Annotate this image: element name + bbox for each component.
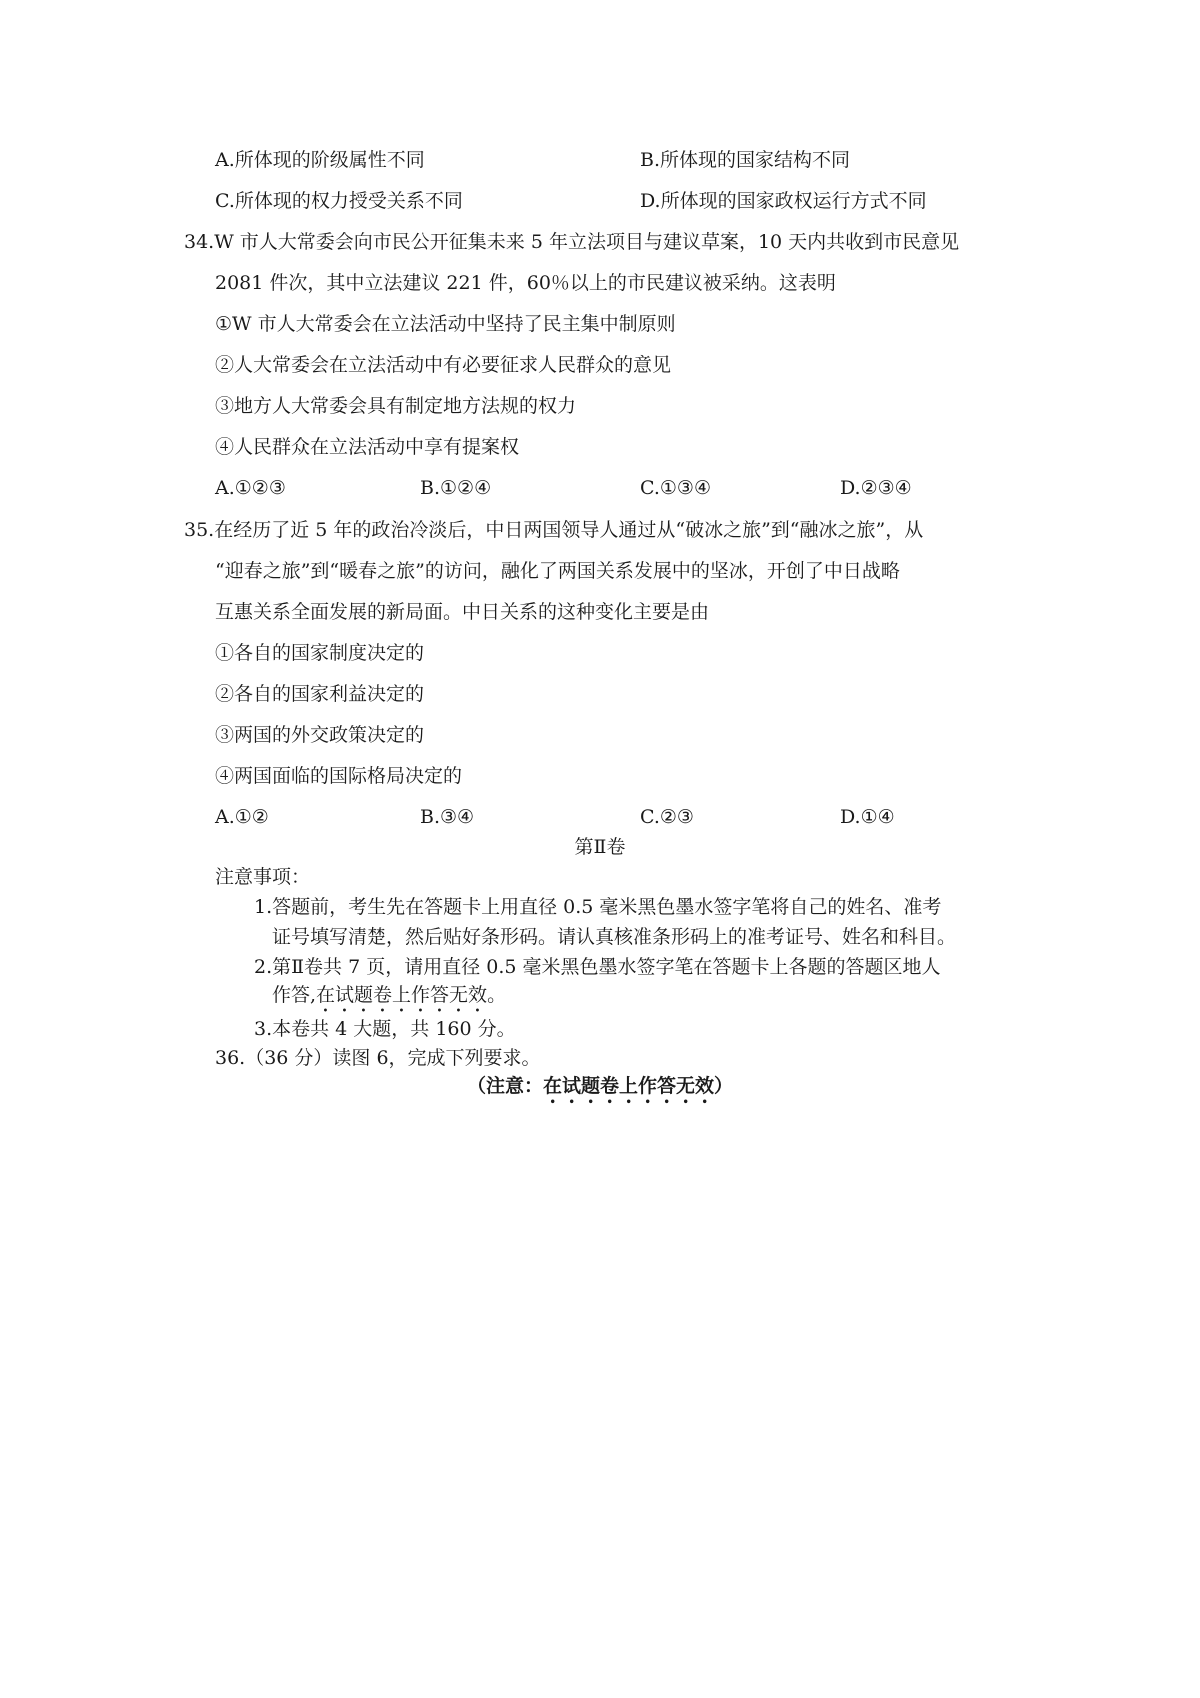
q33-option-a: A.所体现的阶级属性不同 xyxy=(215,149,425,171)
note2-line2-emphasis: 在试题卷上作答无效 xyxy=(316,984,488,1006)
q34-item-1: ①W 市人大常委会在立法活动中坚持了民主集中制原则 xyxy=(215,313,676,335)
q35-option-c: C.②③ xyxy=(640,806,694,828)
q35-stem-line2: “迎春之旅”到“暖春之旅”的访问，融化了两国关系发展中的坚冰，开创了中日战略 xyxy=(215,560,900,582)
q36-warning-prefix: （注意： xyxy=(466,1075,543,1097)
q35-stem-line1: 35.在经历了近 5 年的政治冷淡后，中日两国领导人通过从“破冰之旅”到“融冰之旅”，从 xyxy=(184,519,924,541)
q34-option-a: A.①②③ xyxy=(215,477,286,499)
q33-option-d: D.所体现的国家政权运行方式不同 xyxy=(640,190,927,212)
q36-stem: 36.（36 分）读图 6，完成下列要求。 xyxy=(215,1047,541,1069)
q35-stem-line3: 互惠关系全面发展的新局面。中日关系的这种变化主要是由 xyxy=(215,601,710,623)
notes-heading: 注意事项： xyxy=(215,866,311,888)
note1-line2: 证号填写清楚，然后贴好条形码。请认真核准条形码上的准考证号、姓名和科目。 xyxy=(272,926,957,948)
q34-option-c: C.①③④ xyxy=(640,477,711,499)
note1-line1: 1.答题前，考生先在答题卡上用直径 0.5 毫米黑色墨水签字笔将自己的姓名、准考 xyxy=(254,896,942,918)
q34-stem-line1: 34.W 市人大常委会向市民公开征集未来 5 年立法项目与建议草案，10 天内共收到市民意见 xyxy=(184,231,960,253)
note2-line2-suffix: 。 xyxy=(487,984,507,1006)
note3: 3.本卷共 4 大题，共 160 分。 xyxy=(254,1018,516,1040)
q36-warning xyxy=(0,1073,1200,1108)
q34-item-3: ③地方人大常委会具有制定地方法规的权力 xyxy=(215,395,577,417)
q35-option-b: B.③④ xyxy=(420,806,475,828)
part2-title: 第Ⅱ卷 xyxy=(574,836,626,858)
q35-item-3: ③两国的外交政策决定的 xyxy=(215,724,425,746)
q34-item-4: ④人民群众在立法活动中享有提案权 xyxy=(215,436,520,458)
q34-option-d: D.②③④ xyxy=(840,477,912,499)
q36-warning-suffix: ） xyxy=(714,1075,734,1097)
q35-item-1: ①各自的国家制度决定的 xyxy=(215,642,425,664)
q33-option-c: C.所体现的权力授受关系不同 xyxy=(215,190,463,212)
note2-line2 xyxy=(272,982,506,1017)
q34-stem-line2: 2081 件次，其中立法建议 221 件，60％以上的市民建议被采纳。这表明 xyxy=(215,272,836,294)
q33-option-b: B.所体现的国家结构不同 xyxy=(640,149,851,171)
q35-option-a: A.①② xyxy=(215,806,269,828)
note2-line2-prefix: 作答, xyxy=(272,984,317,1006)
q35-item-4: ④两国面临的国际格局决定的 xyxy=(215,765,463,787)
q36-warning-emphasis: 在试题卷上作答无效 xyxy=(542,1075,714,1097)
q34-option-b: B.①②④ xyxy=(420,477,492,499)
q34-item-2: ②人大常委会在立法活动中有必要征求人民群众的意见 xyxy=(215,354,672,376)
note2-line1: 2.第Ⅱ卷共 7 页，请用直径 0.5 毫米黑色墨水签字笔在答题卡上各题的答题区地人 xyxy=(254,956,941,978)
q35-option-d: D.①④ xyxy=(840,806,895,828)
q35-item-2: ②各自的国家利益决定的 xyxy=(215,683,425,705)
